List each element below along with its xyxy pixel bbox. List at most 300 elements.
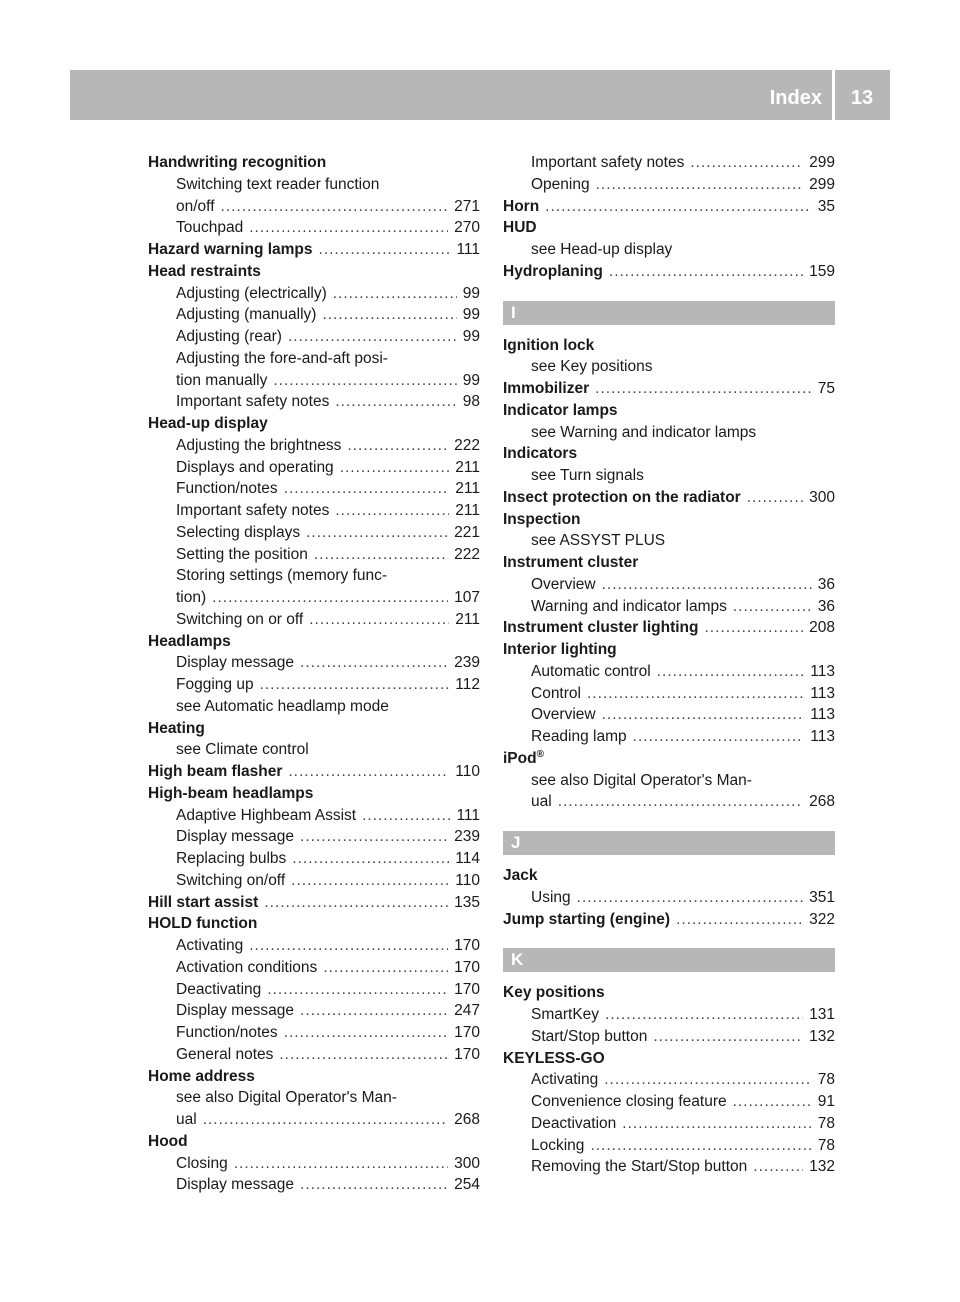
entry-label (176, 1153, 228, 1175)
index-subentry[interactable] (148, 848, 480, 870)
entry-label (503, 509, 581, 531)
page-reference[interactable]: 99 (462, 328, 480, 345)
index-entry (148, 718, 480, 740)
index-subentry[interactable] (503, 174, 835, 196)
entry-label (503, 261, 603, 283)
page-reference[interactable]: 75 (817, 380, 835, 397)
index-subentry[interactable] (503, 661, 835, 683)
entry-label (176, 587, 206, 609)
page-reference[interactable]: 99 (462, 306, 480, 324)
page-reference[interactable]: 170 (454, 1024, 480, 1041)
entry-text: Insect protection on the radiator (503, 488, 741, 506)
dot-leader (609, 261, 803, 283)
index-entry (148, 152, 480, 174)
page-reference[interactable]: 247 (454, 1002, 480, 1020)
index-subentry[interactable] (148, 652, 480, 674)
index-subentry (148, 739, 480, 761)
page-reference[interactable]: 222 (454, 436, 480, 454)
dot-leader (323, 957, 448, 979)
entry-text: Storing settings (memory func- (176, 567, 388, 585)
entry-label (148, 892, 258, 914)
entry-text: KEYLESS-GO (503, 1049, 605, 1067)
entry-label (503, 748, 544, 770)
page-reference[interactable]: 299 (809, 175, 835, 193)
entry-text: Deactivating (176, 980, 262, 998)
entry-text: Instrument cluster (503, 554, 639, 571)
dot-leader (284, 478, 450, 500)
dot-leader (264, 892, 448, 914)
entry-text: Display message (176, 1176, 295, 1194)
entry-text: High beam flasher (148, 763, 283, 780)
entry-text: Function/notes (176, 480, 278, 498)
entry-label (176, 478, 278, 500)
dot-leader (203, 1109, 448, 1131)
dot-leader (602, 704, 805, 726)
dot-leader (657, 661, 805, 683)
index-subentry[interactable] (503, 1091, 835, 1113)
dot-leader (322, 304, 456, 326)
page-reference[interactable]: 114 (455, 850, 480, 867)
page-reference[interactable]: 35 (817, 197, 835, 215)
entry-label (148, 152, 326, 174)
index-subentry[interactable] (148, 478, 480, 500)
entry-text: Heating (148, 719, 205, 737)
dot-leader (309, 609, 449, 631)
header-divider (832, 70, 835, 120)
index-subentry[interactable] (148, 805, 480, 827)
entry-label (531, 239, 672, 261)
entry-label (176, 391, 329, 413)
entry-label (531, 356, 653, 378)
index-subentry (148, 565, 480, 587)
entry-label (176, 609, 303, 631)
index-entry (148, 631, 480, 653)
index-entry (148, 913, 480, 935)
entry-text: Switching text reader function (176, 175, 380, 193)
page-reference[interactable]: 36 (817, 597, 835, 615)
entry-label (176, 435, 341, 457)
index-entry[interactable] (503, 378, 835, 400)
entry-label (148, 1131, 188, 1153)
index-entry[interactable] (148, 892, 480, 914)
dot-leader (690, 152, 803, 174)
index-subentry[interactable] (148, 979, 480, 1001)
entry-text: Horn (503, 197, 540, 215)
page-reference[interactable]: 113 (810, 706, 835, 724)
dot-leader (335, 500, 449, 522)
entry-text: Control (531, 684, 581, 702)
entry-text: Activating (176, 937, 244, 954)
index-entry[interactable] (148, 761, 480, 783)
page-reference[interactable]: 111 (456, 806, 480, 824)
entry-text: Adjusting (rear) (176, 328, 282, 345)
entry-label (176, 935, 243, 957)
dot-leader (587, 683, 804, 705)
entry-label (176, 870, 285, 892)
dot-leader (221, 196, 449, 218)
entry-label (176, 544, 308, 566)
dot-leader (300, 1000, 448, 1022)
index-subentry[interactable] (148, 457, 480, 479)
entry-text: on/off (176, 197, 215, 215)
index-column-right (503, 152, 835, 1178)
dot-leader (335, 391, 456, 413)
entry-text: Head restraints (148, 262, 261, 280)
entry-label (176, 370, 267, 392)
index-subentry[interactable] (148, 370, 480, 392)
dot-leader (753, 1156, 803, 1178)
section-letter: J (503, 831, 835, 855)
index-entry (503, 748, 835, 770)
index-subentry[interactable] (148, 391, 480, 413)
entry-text: Adaptive Highbeam Assist (176, 806, 357, 824)
entry-text: Activating (531, 1071, 599, 1089)
entry-label (503, 617, 698, 639)
entry-text: Activation conditions (176, 958, 318, 976)
dot-leader (362, 805, 450, 827)
entry-label (531, 770, 752, 792)
entry-label (148, 631, 231, 653)
entry-text: General notes (176, 1045, 274, 1063)
index-subentry (503, 356, 835, 378)
page-reference[interactable]: 98 (462, 393, 480, 411)
entry-text: Adjusting the brightness (176, 436, 342, 454)
page-reference[interactable]: 99 (462, 284, 480, 302)
index-subentry (148, 348, 480, 370)
entry-label (531, 791, 552, 813)
index-entry (503, 443, 835, 465)
dot-leader (704, 617, 803, 639)
entry-text: Touchpad (176, 219, 244, 237)
entry-label (176, 805, 356, 827)
index-subentry[interactable] (503, 1069, 835, 1091)
entry-label (148, 718, 205, 740)
index-subentry[interactable] (148, 283, 480, 305)
entry-label (503, 217, 537, 239)
page-reference[interactable]: 110 (455, 871, 480, 889)
index-subentry[interactable] (148, 1022, 480, 1044)
index-subentry (503, 465, 835, 487)
page-reference[interactable]: 211 (455, 480, 480, 498)
index-entry (503, 400, 835, 422)
page-reference[interactable]: 268 (454, 1111, 480, 1128)
entry-text: Setting the position (176, 545, 308, 563)
index-subentry[interactable] (148, 196, 480, 218)
index-subentry[interactable] (503, 152, 835, 174)
page-reference[interactable]: 132 (809, 1027, 835, 1045)
entry-text: Function/notes (176, 1024, 278, 1041)
entry-label (176, 979, 261, 1001)
index-entry[interactable] (503, 909, 835, 931)
page-reference[interactable]: 135 (454, 893, 480, 911)
entry-label (531, 152, 684, 174)
page-reference[interactable]: 270 (454, 219, 480, 237)
page-reference[interactable]: 170 (454, 937, 480, 954)
dot-leader (300, 652, 448, 674)
index-subentry[interactable] (503, 704, 835, 726)
page-reference[interactable]: 221 (454, 523, 480, 541)
page-reference[interactable]: 300 (454, 1154, 480, 1172)
entry-text: ual (531, 793, 552, 811)
dot-leader (558, 791, 803, 813)
page-reference[interactable]: 239 (454, 828, 480, 846)
page-reference[interactable]: 170 (454, 1045, 480, 1063)
index-subentry[interactable] (503, 1135, 835, 1157)
entry-text: Important safety notes (176, 502, 330, 519)
index-subentry[interactable] (148, 609, 480, 631)
entry-label (176, 565, 387, 587)
dot-leader (306, 522, 448, 544)
index-subentry[interactable] (148, 1174, 480, 1196)
index-entry (148, 1131, 480, 1153)
index-entry[interactable] (503, 196, 835, 218)
index-column-left (148, 152, 480, 1196)
index-entry (503, 509, 835, 531)
page-reference[interactable]: 170 (454, 980, 480, 998)
dot-leader (273, 370, 456, 392)
page-reference[interactable]: 107 (454, 589, 480, 606)
entry-text: Indicators (503, 445, 578, 463)
entry-label (176, 500, 329, 522)
entry-text: Locking (531, 1136, 585, 1154)
index-entry (148, 783, 480, 805)
index-subentry[interactable] (148, 326, 480, 348)
index-subentry[interactable] (148, 435, 480, 457)
page-reference[interactable]: 113 (810, 728, 835, 745)
entry-text: Important safety notes (176, 393, 330, 411)
entry-text: Key positions (503, 984, 605, 1002)
index-subentry[interactable] (503, 1113, 835, 1135)
dot-leader (288, 326, 457, 348)
entry-label (148, 261, 261, 283)
index-subentry[interactable] (148, 500, 480, 522)
page-reference[interactable]: 299 (809, 154, 835, 171)
dot-leader (676, 909, 803, 931)
entry-text: Indicator lamps (503, 401, 618, 419)
page-reference[interactable]: 159 (809, 262, 835, 280)
section-letter: K (503, 948, 835, 972)
entry-text: Important safety notes (531, 154, 685, 171)
index-subentry[interactable] (148, 826, 480, 848)
index-subentry[interactable] (148, 587, 480, 609)
entry-text: Start/Stop button (531, 1027, 648, 1045)
page-reference[interactable]: 78 (817, 1136, 835, 1154)
entry-label (176, 848, 286, 870)
index-entry[interactable] (503, 617, 835, 639)
page-reference[interactable]: 131 (809, 1006, 835, 1023)
page-reference[interactable]: 78 (817, 1114, 835, 1132)
index-subentry[interactable] (503, 887, 835, 909)
entry-label (176, 696, 389, 718)
page-reference[interactable]: 208 (809, 619, 835, 637)
entry-label (531, 1004, 599, 1026)
page-reference[interactable]: 271 (454, 197, 480, 215)
entry-text: see Warning and indicator lamps (531, 423, 757, 441)
dot-leader (347, 435, 448, 457)
entry-label (503, 196, 539, 218)
entry-label (531, 1069, 598, 1091)
index-entry (148, 413, 480, 435)
page-reference[interactable]: 112 (455, 676, 480, 693)
entry-text: Headlamps (148, 632, 231, 650)
entry-text: see also Digital Operator's Man- (531, 771, 752, 789)
entry-label (176, 957, 317, 979)
page-reference[interactable]: 268 (809, 793, 835, 811)
entry-label (503, 909, 670, 931)
index-entry[interactable] (503, 261, 835, 283)
page-reference[interactable]: 78 (817, 1071, 835, 1089)
entry-label (176, 1109, 197, 1131)
entry-text: Switching on/off (176, 871, 286, 889)
index-subentry[interactable] (148, 957, 480, 979)
entry-label (176, 348, 388, 370)
entry-text: Automatic control (531, 662, 651, 680)
index-subentry[interactable] (148, 1044, 480, 1066)
index-subentry[interactable] (148, 1153, 480, 1175)
index-entry (503, 552, 835, 574)
index-subentry[interactable] (503, 683, 835, 705)
page-reference[interactable]: 91 (817, 1093, 835, 1110)
page-reference[interactable]: 222 (454, 545, 480, 563)
entry-text: Fogging up (176, 676, 254, 693)
entry-text: see Automatic headlamp mode (176, 697, 389, 715)
page-reference[interactable]: 36 (817, 575, 835, 593)
entry-label (148, 1066, 255, 1088)
entry-label (531, 1156, 747, 1178)
entry-label (176, 174, 379, 196)
entry-label (503, 400, 618, 422)
index-subentry[interactable] (148, 1109, 480, 1131)
page-reference[interactable]: 351 (809, 888, 835, 906)
index-subentry[interactable] (503, 574, 835, 596)
page-reference[interactable]: 99 (462, 371, 480, 389)
entry-text: Displays and operating (176, 458, 334, 476)
entry-label (531, 726, 627, 748)
index-subentry[interactable] (503, 1156, 835, 1178)
index-subentry (148, 1087, 480, 1109)
index-entry (503, 639, 835, 661)
index-subentry[interactable] (148, 217, 480, 239)
index-subentry[interactable] (503, 791, 835, 813)
page-reference[interactable]: 113 (810, 662, 835, 680)
entry-label (531, 422, 756, 444)
index-subentry[interactable] (503, 726, 835, 748)
entry-text: Hydroplaning (503, 262, 603, 280)
entry-label (148, 413, 268, 435)
entry-label (148, 913, 257, 935)
entry-text: ual (176, 1111, 197, 1128)
index-subentry[interactable] (503, 1004, 835, 1026)
entry-label (531, 887, 571, 909)
page-reference[interactable]: 300 (809, 488, 835, 506)
dot-leader (279, 1044, 448, 1066)
entry-text: Jump starting (engine) (503, 910, 671, 928)
page-reference[interactable]: 113 (810, 684, 835, 702)
entry-text: see Head-up display (531, 241, 673, 258)
page-reference[interactable]: 211 (455, 458, 480, 476)
index-subentry (148, 174, 480, 196)
entry-text: see ASSYST PLUS (531, 532, 666, 550)
dot-leader (300, 1174, 448, 1196)
dot-leader (602, 574, 812, 596)
index-subentry[interactable] (148, 935, 480, 957)
entry-label (531, 1026, 647, 1048)
entry-label (531, 1091, 727, 1113)
entry-label (531, 1113, 616, 1135)
dot-leader (545, 196, 812, 218)
entry-text: Immobilizer (503, 380, 590, 397)
entry-text: Adjusting (electrically) (176, 284, 327, 302)
dot-leader (340, 457, 450, 479)
page-reference[interactable]: 239 (454, 654, 480, 672)
index-subentry[interactable] (148, 870, 480, 892)
page-reference[interactable]: 132 (809, 1158, 835, 1176)
index-subentry[interactable] (503, 596, 835, 618)
entry-text: Closing (176, 1154, 228, 1172)
dot-leader (596, 174, 804, 196)
page-reference[interactable]: 254 (454, 1176, 480, 1194)
page-reference[interactable]: 110 (455, 763, 480, 780)
page-reference[interactable]: 322 (809, 910, 835, 928)
entry-label (503, 378, 589, 400)
dot-leader (605, 1004, 803, 1026)
index-entry[interactable] (148, 239, 480, 261)
entry-label (176, 522, 300, 544)
entry-label (176, 457, 334, 479)
entry-text: Switching on or off (176, 610, 304, 628)
entry-text: Hood (148, 1132, 188, 1150)
entry-label (503, 487, 741, 509)
index-subentry[interactable] (148, 544, 480, 566)
entry-label (531, 1135, 584, 1157)
index-subentry[interactable] (148, 1000, 480, 1022)
index-subentry[interactable] (148, 522, 480, 544)
index-entry (503, 217, 835, 239)
entry-label (176, 826, 294, 848)
dot-leader (212, 587, 448, 609)
entry-text: Interior lighting (503, 641, 617, 658)
index-subentry[interactable] (503, 1026, 835, 1048)
page-reference[interactable]: 211 (455, 610, 480, 628)
entry-text: Reading lamp (531, 728, 627, 745)
entry-label (503, 443, 577, 465)
entry-text: Overview (531, 575, 596, 593)
index-entry (503, 865, 835, 887)
index-subentry[interactable] (148, 674, 480, 696)
entry-label (176, 674, 254, 696)
index-entry (503, 335, 835, 357)
dot-leader (249, 935, 448, 957)
index-entry[interactable] (503, 487, 835, 509)
entry-text: Home address (148, 1067, 255, 1085)
page-reference[interactable]: 211 (455, 502, 480, 519)
entry-text: HOLD function (148, 915, 258, 933)
entry-label (176, 739, 309, 761)
dot-leader (733, 1091, 812, 1113)
entry-label (503, 1048, 605, 1070)
page-reference[interactable]: 111 (456, 241, 480, 258)
dot-leader (747, 487, 803, 509)
entry-label (148, 761, 282, 783)
entry-text: Instrument cluster lighting (503, 619, 699, 637)
dot-leader (314, 544, 448, 566)
index-subentry[interactable] (148, 304, 480, 326)
entry-text: Inspection (503, 510, 581, 528)
entry-label (503, 865, 537, 887)
entry-label (148, 239, 313, 261)
page-reference[interactable]: 170 (454, 958, 480, 976)
entry-label (176, 217, 243, 239)
